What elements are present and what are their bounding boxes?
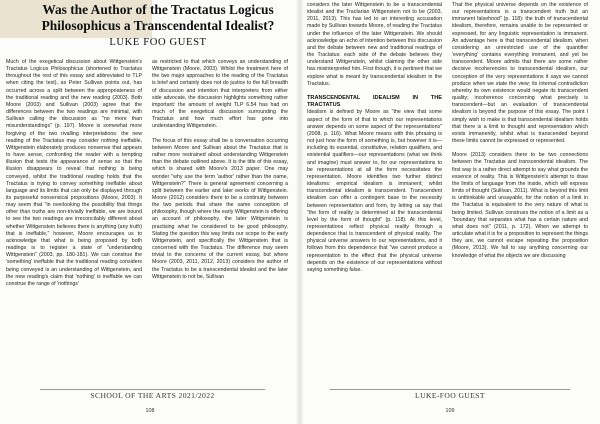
footer-rule <box>330 389 570 390</box>
page-footer: LUKE-FOO GUEST <box>415 391 485 400</box>
left-page-column-2 <box>152 59 288 281</box>
page-footer: SCHOOL OF THE ARTS 2021/2022 <box>90 391 215 400</box>
paragraph: Idealism is defined by Moore as "the view that some aspect of the form of that to which our representations answer depends on some aspect of the representations" (2008, p. 116). What Moore means with this phrasing is not just how the form of something is, but however it is—including its essential, constitutive, relation qualifiers, and existential qualifiers—our representations (what we think and imagine) must answer to, for our representations to be representations at all the form necessitates the representation. Moore identifies two further distinct idealisms: empirical idealism is immanent; whilst transcendental idealism is transcendent. Transcendent idealism can offer a contingent base to the necessity between representation and form, by letting us say that "the form of reality is determined at the transcendental level by the form of thought" (p. 118). At this level, representations reflect physical reality through a dependence that is transcendent of physical reality. The physical universe answers to our representations, and it follows from this dependence that "we cannot produce a representation to the effect that the physical universe depends on the existence of our representations without saying something false. <box>307 109 442 273</box>
paragraph: considers the later Wittgenstein to be a transcendental idealist and the Tractarian Wittgenstein not to be (2003, 2011, 2013). This has led to an interesting accusation made by Sullivan towards Moore, of reading the Tractatus under the influence of the later Wittgenstein. We should acknowledge an echo of intention between this discussion and the debate between new and traditional readings of the Tractatus: each side of the debate believes they understand Wittgenstein, whilst claiming the other side has misinterpreted him. First though, it is pertinent that we explore what is meant by transcendental idealism in the Tractatus. <box>307 2 442 87</box>
right-page <box>300 0 600 424</box>
right-page-column-2 <box>452 2 588 260</box>
paragraph: The focus of this essay shall be a conversation occurring between Moore and Sullivan about the Tractatus that is rather more restrained about understanding Wittgenstein than the debate outlined above. It is the title of this essay, which is shared with Moore's 2013 paper. One may wonder "why use the term 'author' rather than the name, Wittgenstein?" There is general agreement concerning a split between the earlier and later works of Wittgenstein. Moore (2012) considers there to be a continuity between the two periods that share the same conception of philosophy, though where the early Wittgenstein is offering an account of philosophy, the later Wittgenstein is practising what he considered to be good philosophy. Stating the question this way limits our scope to the early Wittgenstein, and specifically the Wittgenstein that is concerned with the Tractatus. The difference may seem trivial to the concerns of the current essay, but where Moore (2003, 2011, 2012, 2013) considers the author of the Tractatus to be a transcendental idealist and the later Wittgenstein to not be, Sullivan <box>152 137 288 280</box>
page-number: 109 <box>445 408 455 414</box>
section-heading: TRANSCENDENTAL IDEALISM IN THE TRACTATUS <box>307 95 442 109</box>
book-gutter-shadow <box>296 0 304 424</box>
page-number: 108 <box>145 408 155 414</box>
paragraph: That the physical universe depends on the existence of our representations is a transcendent truth but an immanent falsehood" (p. 118): the truth of transcendental idealism, therefore, remains unable to be represented or expressed, for any linguistic representation is immanent. An advantage here is that transcendental idealism, when considering an unrestricted use of the quantifier 'everything' contains everything immanent, and yet be transcendent. Moore admits that there are some rather decisive incoherencies to transcendental idealism, our conception of the very representations it says we cannot produce when we state the view; its internal contradiction whereby its own existence would negate its transcendent quality; incoherence concerning what precisely is transcendent—but an evaluation of transcendental idealism is beyond the purpose of this essay. The point I simply wish to make is that transcendental idealism holds that there is a limit to thought and representation which exists immanently, whilst what is transcended beyond these limits cannot be expressed or represented. <box>452 2 588 144</box>
right-page-column-1 <box>307 2 442 274</box>
paragraph: Moore (2013) considers there to be two connections between the Tractatus and transcendental idealism. The first way is a rather direct attempt to say what grounds the essence of reality. This is Wittgenstein's attempt to draw the limits of language from the inside, which will express limits of thought (Sullivan, 2011). What is beyond this limit is unthinkable and unsayable, for the notion of a limit in the Tractatus is equivalent to the very nature of what is being limited. Sullivan construes the notion of a limit as a "boundary that separates what has a certain nature and what does not" (2011, p. 172). When we attempt to articulate what it is for a proposition to represent the things they are, we cannot escape repeating the proposition (Moore, 2013). We fail to say anything concerning our knowledge of what the objects we are discussing <box>452 152 588 259</box>
paragraph: Much of the exegetical discussion about Wittgenstein's Tractatus Logicus Philosophicus (shortened to Tractatus throughout the rest of this essay and abbreviated to TLP when citing the text), as Peter Sullivan points out, has occurred across a split between the appropriateness of the traditional reading and the new reading (2003). Both Moore (2003) and Sullivan (2003) agree that the differences between the two readings are minimal, with Sullivan calling the discussion as "no more than misunderstandings" (p. 197). Moore is somewhat more forgiving of the two rivalling interpretations: the new reading of the Tractatus may consider nothing ineffable, Wittgenstein elaborately produces nonsense that appears to have sense, confronting the reader with a tempting illusion that tests the appearance of sense so that the illusion disappears to reveal that nothing is being conveyed, whilst the traditional reading holds that the Tractatus is trying to convey something ineffable about language and its limits that can only be displayed through its purposeful nonsensical propositions (Moore, 2003). It may seem that "in overlooking the possibility that things other than truths are non-trivially ineffable, we are bound to see the two readings are irreconcilably different about whether Wittgenstein believes there is anything (any truth) that is ineffable," however, Moore encourages us to acknowledge that what is being proposed by both readings is to register a state of "understanding Wittgenstein" (2003, pp. 180-181). We can construe the 'something' ineffable that the traditional reading considers being conveyed is an understanding of Wittgenstein, and the new reading's claim that 'nothing' is ineffable we can construe the range of 'nothings' <box>6 59 142 287</box>
article-title: Was the Author of the Tractatus Logicus Philosophicus a Transcendental Idealist? <box>41 2 275 33</box>
author-name: LUKE FOO GUEST <box>109 37 207 48</box>
paragraph: as restricted to that which conveys an understanding of Wittgenstein (Moore, 2003). Whilst the treatment here of the two major approaches to the reading of the Tractatus is brief and certainly does not do justice to the full breadth of discussion and intention that interpreters from either side advocate, the discussion highlights something rather important: the amount of weight TLP 6.54 has had on much of the exegetical discussion surrounding the Tractatus and how much effort has gone into understanding Wittgenstein. <box>152 59 288 130</box>
footer-rule <box>40 389 265 390</box>
left-page-column-1 <box>6 59 142 288</box>
